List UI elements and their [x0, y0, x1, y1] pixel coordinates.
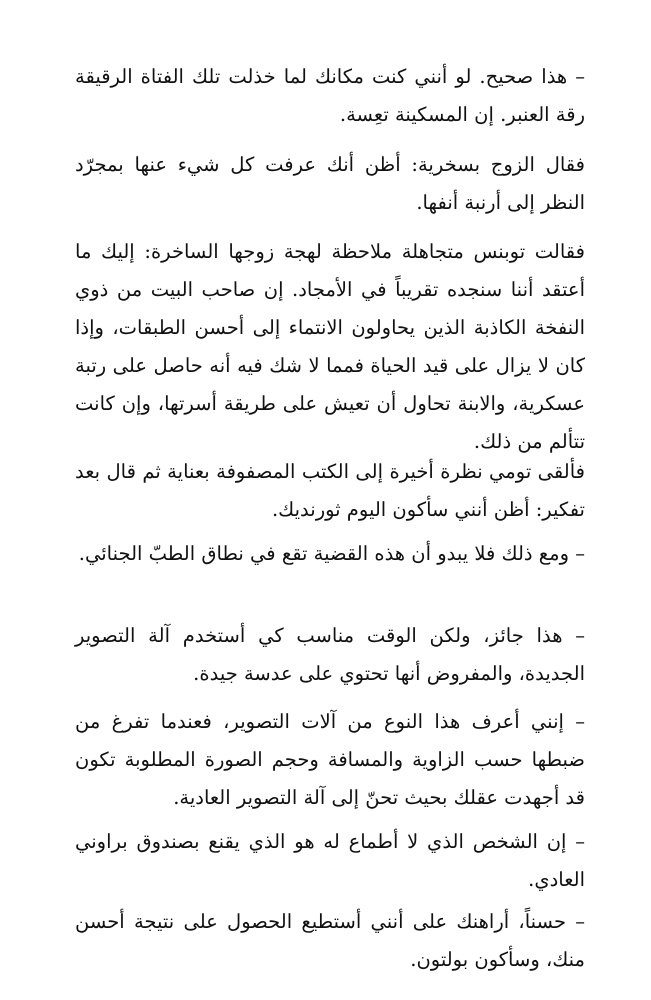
paragraph-3: فقالت توبنس متجاهلة ملاحظة لهجة زوجها الساخرة: إليك ما أعتقد أننا سنجده تقريباً في الأمجاد. إن صاحب البيت من ذوي النفخة الكاذبة الذين يحاولون الانتماء إلى أحسن الطبقات، وإذا كان لا يزال على قيد الحياة فمما لا شك فيه أنه حاصل على رتبة عسكرية، والابنة تحاول أن تعيش على طريقة أسرتها، وإن كانت تتألم من ذلك. — [75, 240, 585, 453]
paragraph-2: فقال الزوج بسخرية: أظن أنك عرفت كل شيء عنها بمجرّد النظر إلى أرنبة أنفها. — [75, 153, 585, 214]
paragraph-6: – هذا جائز، ولكن الوقت مناسب كي أستخدم آلة التصوير الجديدة، والمفروض أنها تحتوي على عدسة جيدة. — [75, 624, 585, 685]
paragraph-8: – إن الشخص الذي لا أطماع له هو الذي يقنع بصندوق براوني العادي. — [75, 830, 585, 891]
paragraph-9: – حسناً، أراهنك على أنني أستطيع الحصول على نتيجة أحسن منك، وسأكون بولتون. — [75, 910, 585, 971]
paragraph-1: – هذا صحيح. لو أنني كنت مكانك لما خذلت تلك الفتاة الرقيقة رقة العنبر. إن المسكينة تعِسة. — [75, 65, 585, 126]
paragraph-7: – إنني أعرف هذا النوع من آلات التصوير، فعندما تفرغ من ضبطها حسب الزاوية والمسافة وحجم الصورة المطلوبة تكون قد أجهدت عقلك بحيث تحنّ إلى آلة التصوير العادية. — [75, 710, 585, 809]
paragraph-5: – ومع ذلك فلا يبدو أن هذه القضية تقع في نطاق الطبّ الجنائي. — [78, 542, 585, 565]
paragraph-4: فألقى تومي نظرة أخيرة إلى الكتب المصفوفة بعناية ثم قال بعد تفكير: أظن أنني سأكون اليوم ثورنديك. — [75, 460, 585, 521]
